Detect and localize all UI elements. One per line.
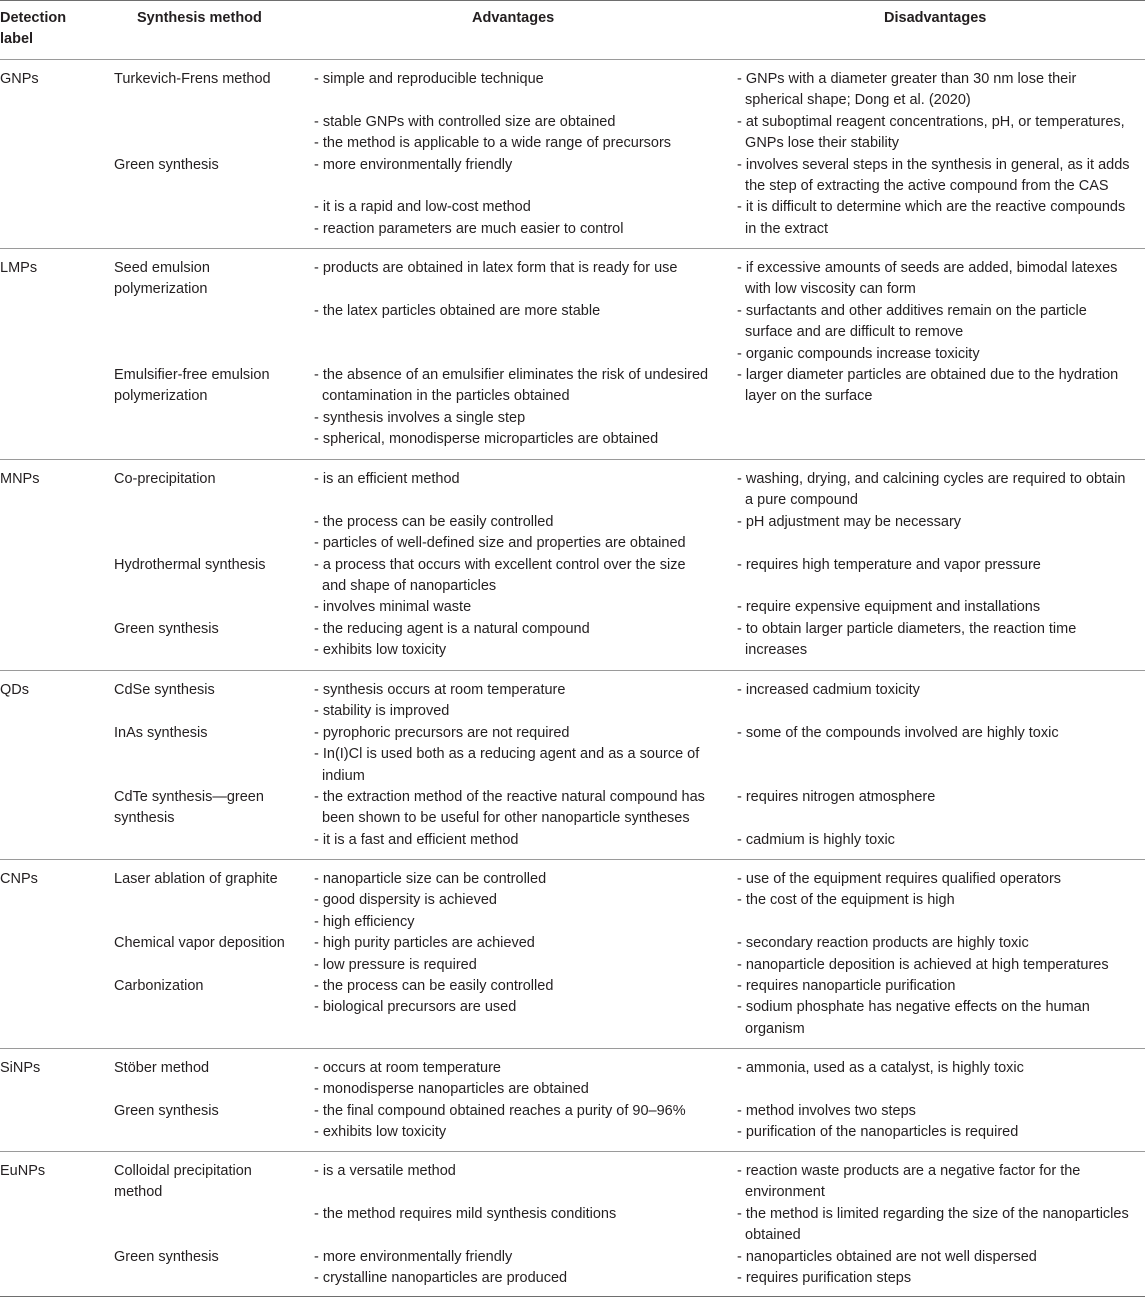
advantage-item: - high purity particles are achieved	[314, 935, 535, 952]
advantage-item: - synthesis involves a single step	[314, 409, 526, 426]
group-label-qds: QDs	[0, 682, 29, 698]
header-detection-label-line1: Detection	[0, 10, 67, 26]
advantage-item: - the latex particles obtained are more stable	[314, 302, 601, 319]
disadvantage-item: - nanoparticles obtained are not well dispersed	[737, 1248, 1037, 1265]
advantage-item: - nanoparticle size can be controlled	[314, 871, 547, 887]
disadvantage-item: - ammonia, used as a catalyst, is highly toxic	[737, 1060, 1024, 1076]
disadvantage-item: - some of the compounds involved are highly toxic	[737, 724, 1059, 741]
synthesis-method: Laser ablation of graphite	[114, 871, 278, 887]
disadvantage-item: - surfactants and other additives remain on the particle surface and are difficult to remove	[737, 302, 1087, 341]
advantage-item: - exhibits low toxicity	[314, 1124, 447, 1141]
advantage-item: - it is a rapid and low-cost method	[314, 199, 531, 216]
disadvantage-item: - washing, drying, and calcining cycles are required to obtain a pure compound	[737, 471, 1126, 509]
header-disadvantages: Disadvantages	[884, 10, 987, 26]
disadvantage-item: - sodium phosphate has negative effects on the human organism	[737, 999, 1090, 1037]
disadvantage-item: - method involves two steps	[737, 1102, 916, 1119]
synthesis-method: Carbonization	[114, 978, 204, 994]
header-detection-label-line2: label	[0, 31, 34, 48]
advantage-item: - good dispersity is achieved	[314, 892, 497, 909]
advantage-item: - the extraction method of the reactive natural compound has been shown to be useful for other nanoparticle syntheses	[314, 789, 705, 827]
group-label-eunps: EuNPs	[0, 1163, 46, 1179]
advantage-item: - the reducing agent is a natural compound	[314, 620, 590, 637]
header-detection-label	[0, 8, 66, 51]
advantage-item: - a process that occurs with excellent control over the size and shape of nanoparticles	[314, 556, 686, 594]
disadvantage-item: - requires nanoparticle purification	[737, 978, 956, 994]
group-label-sinps: SiNPs	[0, 1060, 41, 1076]
synthesis-method: Colloidal precipitation method	[114, 1163, 252, 1201]
group-separator-rule	[0, 1048, 1145, 1049]
advantage-item: - the process can be easily controlled	[314, 978, 554, 994]
advantage-item: - high efficiency	[314, 913, 415, 930]
advantage-item: - spherical, monodisperse microparticles are obtained	[314, 431, 659, 448]
group-separator-rule	[0, 459, 1145, 460]
advantage-item: - involves minimal waste	[314, 599, 472, 616]
group-separator-rule	[0, 1151, 1145, 1152]
disadvantage-item: - require expensive equipment and installations	[737, 599, 1041, 616]
synthesis-method: Green synthesis	[114, 620, 219, 637]
disadvantage-item: - to obtain larger particle diameters, the reaction time increases	[737, 620, 1077, 659]
disadvantage-item: - requires nitrogen atmosphere	[737, 789, 936, 805]
disadvantage-item: - secondary reaction products are highly toxic	[737, 935, 1029, 952]
group-label-mnps: MNPs	[0, 471, 40, 487]
table-bottom-rule	[0, 1296, 1145, 1297]
synthesis-method: CdSe synthesis	[114, 682, 215, 698]
advantage-item: - particles of well-defined size and properties are obtained	[314, 535, 686, 552]
disadvantage-item: - reaction waste products are a negative factor for the environment	[737, 1163, 1081, 1201]
advantage-item: - the process can be easily controlled	[314, 513, 554, 530]
synthesis-method: Stöber method	[114, 1060, 210, 1076]
group-separator-rule	[0, 670, 1145, 671]
header-rule	[0, 59, 1145, 60]
disadvantage-item: - it is difficult to determine which are the reactive compounds in the extract	[737, 199, 1126, 237]
group-label-lmps: LMPs	[0, 260, 38, 276]
disadvantage-item: - GNPs with a diameter greater than 30 nm lose their spherical shape; Dong et al. (2020)	[737, 71, 1077, 109]
disadvantage-item: - cadmium is highly toxic	[737, 831, 895, 848]
synthesis-method: Green synthesis	[114, 1102, 219, 1119]
disadvantage-item: - use of the equipment requires qualified operators	[737, 871, 1062, 887]
advantage-item: - the final compound obtained reaches a purity of 90–96%	[314, 1102, 686, 1119]
advantage-item: - is a versatile method	[314, 1163, 456, 1179]
synthesis-method: Chemical vapor deposition	[114, 935, 285, 952]
advantage-item: - the method requires mild synthesis conditions	[314, 1205, 617, 1222]
disadvantage-item: - increased cadmium toxicity	[737, 682, 920, 698]
synthesis-method: Emulsifier-free emulsion polymerization	[114, 367, 270, 405]
disadvantage-item: - if excessive amounts of seeds are added, bimodal latexes with low viscosity can form	[737, 260, 1118, 298]
advantage-item: - monodisperse nanoparticles are obtained	[314, 1081, 589, 1098]
synthesis-method: CdTe synthesis—green synthesis	[114, 789, 264, 827]
disadvantage-item: - the method is limited regarding the size of the nanoparticles obtained	[737, 1205, 1129, 1244]
synthesis-method: Green synthesis	[114, 156, 219, 173]
synthesis-method: Seed emulsion polymerization	[114, 260, 210, 298]
group-label-gnps: GNPs	[0, 71, 39, 87]
advantage-item: - exhibits low toxicity	[314, 642, 447, 659]
disadvantage-item: - larger diameter particles are obtained due to the hydration layer on the surface	[737, 367, 1119, 405]
advantage-item: - In(I)Cl is used both as a reducing agent and as a source of indium	[314, 746, 700, 784]
disadvantage-item: - requires purification steps	[737, 1270, 912, 1286]
advantage-item: - more environmentally friendly	[314, 1248, 513, 1265]
disadvantage-item: - purification of the nanoparticles is required	[737, 1124, 1019, 1141]
advantage-item: - the method is applicable to a wide range of precursors	[314, 135, 672, 152]
synthesis-method: Turkevich-Frens method	[114, 71, 271, 87]
advantage-item: - pyrophoric precursors are not required	[314, 724, 570, 741]
advantage-item: - reaction parameters are much easier to control	[314, 220, 624, 237]
advantage-item: - occurs at room temperature	[314, 1060, 501, 1076]
synthesis-method: Hydrothermal synthesis	[114, 556, 266, 573]
advantage-item: - crystalline nanoparticles are produced	[314, 1270, 568, 1286]
header-synthesis-method: Synthesis method	[137, 10, 262, 26]
advantage-item: - synthesis occurs at room temperature	[314, 682, 566, 698]
advantage-item: - simple and reproducible technique	[314, 71, 544, 87]
disadvantage-item: - organic compounds increase toxicity	[737, 345, 980, 362]
advantage-item: - low pressure is required	[314, 956, 477, 973]
synthesis-method: Green synthesis	[114, 1248, 219, 1265]
disadvantage-item: - nanoparticle deposition is achieved at high temperatures	[737, 956, 1109, 973]
group-separator-rule	[0, 859, 1145, 860]
header-advantages: Advantages	[472, 10, 555, 26]
advantage-item: - is an efficient method	[314, 471, 460, 487]
advantage-item: - stable GNPs with controlled size are obtained	[314, 113, 616, 130]
disadvantage-item: - at suboptimal reagent concentrations, pH, or temperatures, GNPs lose their stability	[737, 113, 1125, 152]
table-top-rule	[0, 0, 1145, 1]
disadvantage-item: - pH adjustment may be necessary	[737, 513, 962, 530]
advantage-item: - biological precursors are used	[314, 999, 517, 1016]
advantage-item: - it is a fast and efficient method	[314, 831, 519, 848]
synthesis-method: Co-precipitation	[114, 471, 216, 487]
group-label-cnps: CNPs	[0, 871, 38, 887]
group-separator-rule	[0, 248, 1145, 249]
disadvantage-item: - requires high temperature and vapor pressure	[737, 556, 1041, 573]
advantage-item: - the absence of an emulsifier eliminates the risk of undesired contamination in the particles obtained	[314, 367, 709, 405]
disadvantage-item: - involves several steps in the synthesis in general, as it adds the step of extracting the active compound from the CAS	[737, 156, 1130, 194]
synthesis-method: InAs synthesis	[114, 724, 208, 741]
advantage-item: - products are obtained in latex form that is ready for use	[314, 260, 678, 276]
disadvantage-item: - the cost of the equipment is high	[737, 892, 955, 909]
advantage-item: - stability is improved	[314, 703, 450, 720]
advantage-item: - more environmentally friendly	[314, 156, 513, 173]
